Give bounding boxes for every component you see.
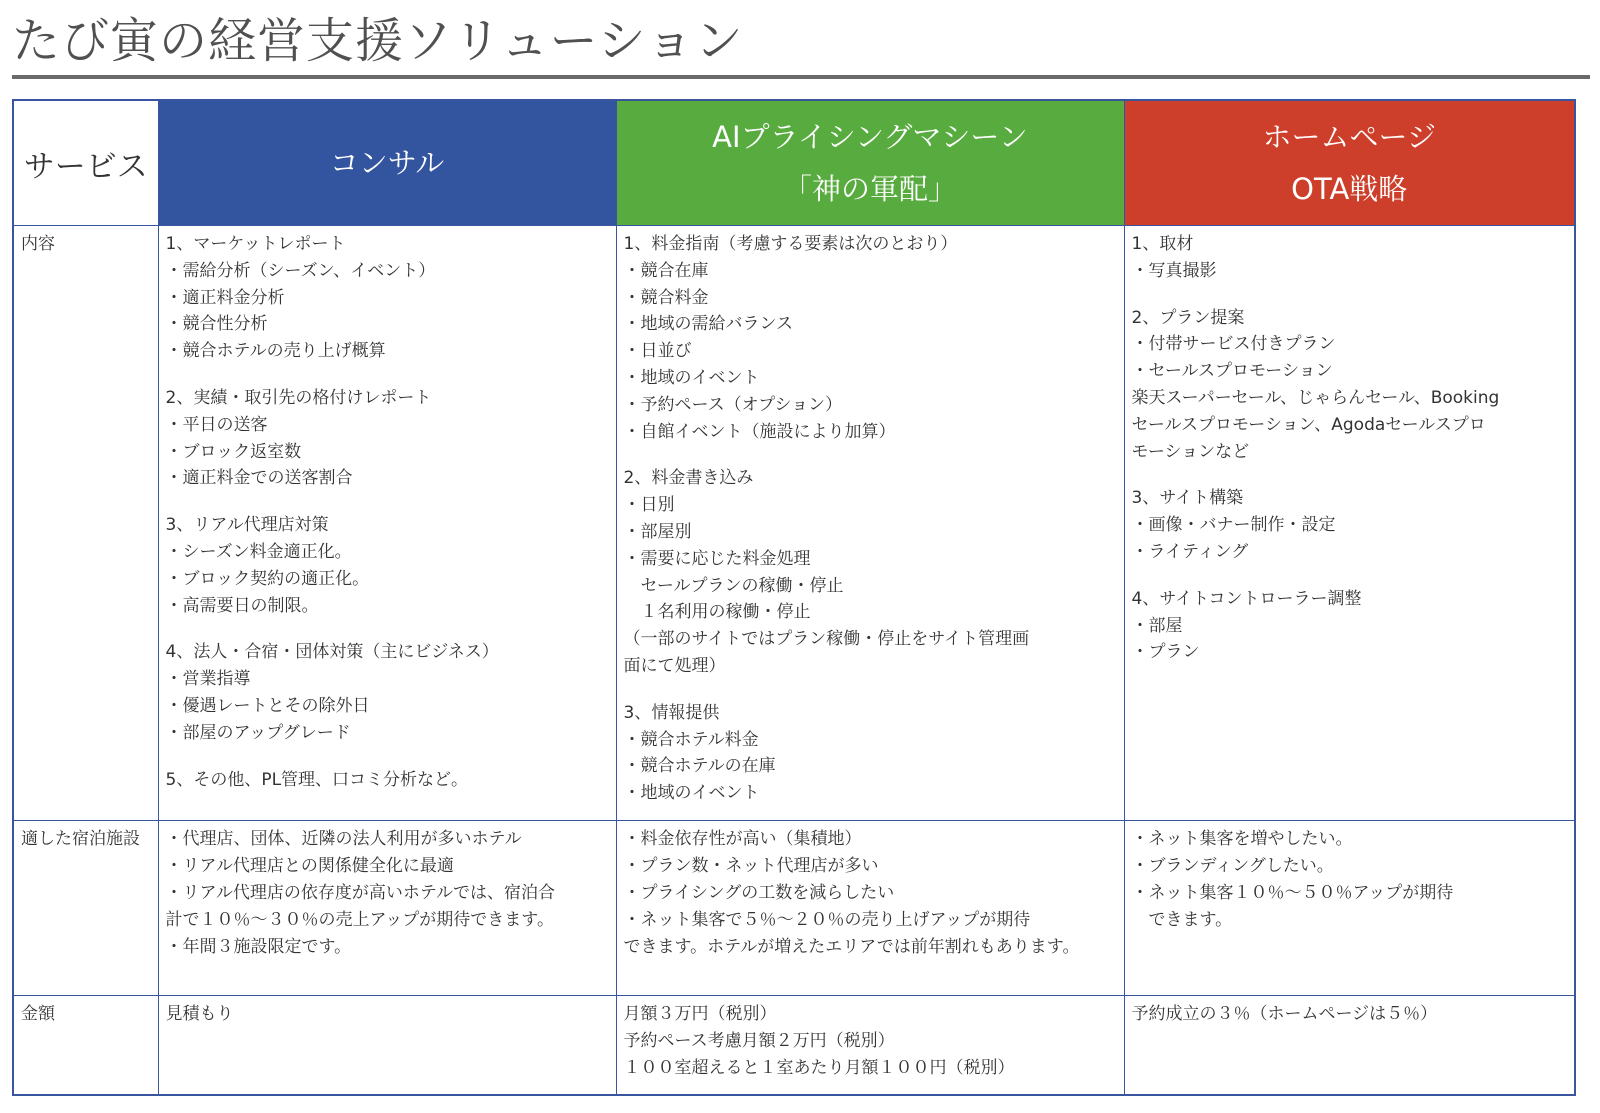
- list-item: ・年間３施設限定です。: [165, 937, 352, 957]
- row-label-suitable: 適した宿泊施設: [13, 821, 158, 996]
- title-underline: [12, 75, 1590, 79]
- suitable-row: [13, 821, 1575, 996]
- list-item: ・競合ホテルの売り上げ概算: [165, 341, 386, 362]
- list-item: ・日並び: [623, 341, 692, 362]
- spacer: [166, 492, 610, 512]
- spacer: [166, 619, 610, 639]
- list-item: できます。ホテルが増えたエリアでは前年割れもあります。: [623, 937, 1080, 957]
- content-row: [13, 226, 1575, 821]
- list-item: 計で１０％～３０％の売上アップが期待できます。: [165, 910, 554, 930]
- list-item: ・営業指導: [165, 669, 251, 690]
- list-item: ・競合料金: [623, 287, 709, 308]
- row-label-price: 金額: [13, 996, 158, 1096]
- header-service-label: サービス: [13, 100, 158, 226]
- list-item: 3、リアル代理店対策: [165, 515, 329, 536]
- list-item: 面にて処理）: [623, 655, 726, 676]
- page-title: たび寅の経営支援ソリューション: [12, 13, 744, 69]
- header-consult-title: コンサル: [329, 146, 445, 180]
- price-row: [13, 996, 1575, 1096]
- spacer: [624, 445, 1118, 465]
- list-item: ・需給分析（シーズン、イベント）: [165, 260, 436, 281]
- list-item: 2、実績・取引先の格付けレポート: [165, 387, 432, 408]
- homepage-price-list: [1125, 996, 1575, 1028]
- ai-price-list: [617, 996, 1124, 1082]
- list-item: ・写真撮影: [1131, 260, 1217, 281]
- list-item: 3、サイト構築: [1131, 488, 1244, 509]
- list-item: ・地域の需給バランス: [623, 314, 793, 335]
- ai-content-cell: [616, 226, 1124, 821]
- list-item: ・競合在庫: [623, 260, 709, 281]
- spacer: [624, 680, 1118, 700]
- list-item: ・ネット集客１０％～５０％アップが期待: [1131, 883, 1454, 903]
- list-item: ・適正料金での送客割合: [165, 468, 353, 489]
- ai-content-list: [617, 226, 1124, 807]
- list-item: セールプランの稼働・停止: [623, 575, 844, 596]
- homepage-content-list: [1125, 226, 1575, 666]
- list-item: 1、料金指南（考慮する要素は次のとおり）: [623, 234, 958, 254]
- list-item: ・プライシングの工数を減らしたい: [623, 883, 895, 903]
- homepage-content-cell: [1124, 226, 1575, 821]
- list-item: ・予約ペース（オプション）: [623, 394, 843, 415]
- homepage-suitable-cell: [1124, 821, 1575, 996]
- list-item: ・平日の送客: [165, 414, 268, 435]
- list-item: セールスプロモーション、Agodaセールスプロ: [1131, 414, 1486, 435]
- list-item: ・高需要日の制限。: [165, 595, 319, 616]
- list-item: １００室超えると１室あたり月額１００円（税別）: [623, 1058, 1015, 1078]
- ai-suitable-cell: [616, 821, 1124, 996]
- list-item: ・競合ホテルの在庫: [623, 756, 776, 777]
- header-ai-title: AIプライシングマシーン: [712, 120, 1028, 154]
- list-item: ・競合ホテル料金: [623, 729, 759, 750]
- list-item: 5、その他、PL管理、口コミ分析など。: [165, 769, 469, 790]
- list-item: 1、取材: [1131, 234, 1194, 254]
- list-item: ・地域のイベント: [623, 783, 760, 804]
- list-item: 楽天スーパーセール、じゃらんセール、Booking: [1131, 387, 1500, 408]
- list-item: ・ブロック返室数: [165, 441, 302, 462]
- list-item: 2、料金書き込み: [623, 468, 754, 489]
- header-hp-subtitle: OTA戦略: [1291, 172, 1408, 206]
- list-item: ・プラン: [1131, 642, 1200, 663]
- ai-suitable-list: [617, 821, 1124, 961]
- consult-content-cell: [158, 226, 616, 821]
- list-item: ・ブロック契約の適正化。: [165, 568, 370, 589]
- list-item: ・地域のイベント: [623, 367, 760, 388]
- consult-price-list: [159, 996, 616, 1028]
- list-item: １名利用の稼働・停止: [623, 602, 811, 623]
- list-item: ・料金依存性が高い（集積地）: [623, 829, 862, 849]
- spacer: [1132, 566, 1569, 586]
- header-homepage: [1124, 100, 1575, 226]
- row-label-content: 内容: [13, 226, 158, 821]
- spacer: [166, 365, 610, 385]
- spacer: [166, 747, 610, 767]
- list-item: ・日別: [623, 495, 675, 516]
- list-item: 予約ペース考慮月額２万円（税別）: [623, 1031, 895, 1051]
- header-consult: [158, 100, 616, 226]
- list-item: （一部のサイトではプラン稼働・停止をサイト管理画: [623, 629, 1030, 650]
- spacer: [1132, 285, 1569, 305]
- list-item: ・ライティング: [1131, 541, 1249, 562]
- list-item: ・画像・バナー制作・設定: [1131, 515, 1336, 536]
- list-item: ・シーズン料金適正化。: [165, 541, 352, 562]
- list-item: 見積もり: [165, 1004, 234, 1024]
- list-item: できます。: [1131, 910, 1233, 930]
- header-row: [13, 100, 1575, 226]
- list-item: モーションなど: [1131, 441, 1250, 462]
- list-item: ・部屋別: [623, 521, 692, 542]
- consult-price-cell: [158, 996, 616, 1096]
- list-item: ・ブランディングしたい。: [1131, 856, 1334, 876]
- list-item: ・セールスプロモーション: [1131, 361, 1333, 382]
- consult-suitable-cell: [158, 821, 616, 996]
- list-item: ・代理店、団体、近隣の法人利用が多いホテル: [165, 829, 522, 849]
- header-hp-title: ホームページ: [1262, 120, 1436, 154]
- list-item: 予約成立の３％（ホームページは５％）: [1131, 1004, 1438, 1024]
- consult-suitable-list: [159, 821, 616, 961]
- list-item: 1、マーケットレポート: [165, 234, 346, 254]
- consult-content-list: [159, 226, 616, 793]
- header-ai-subtitle: 「神の軍配」: [782, 172, 957, 206]
- list-item: ・競合性分析: [165, 314, 268, 335]
- header-ai-pricing: [616, 100, 1124, 226]
- list-item: ・優遇レートとその除外日: [165, 695, 370, 716]
- list-item: 4、サイトコントローラー調整: [1131, 588, 1362, 609]
- list-item: ・ネット集客を増やしたい。: [1131, 829, 1353, 849]
- list-item: ・プラン数・ネット代理店が多い: [623, 856, 879, 876]
- service-table: [12, 99, 1576, 1096]
- homepage-suitable-list: [1125, 821, 1575, 934]
- list-item: ・ネット集客で５％～２０％の売り上げアップが期待: [623, 910, 1031, 930]
- list-item: 2、プラン提案: [1131, 307, 1245, 328]
- homepage-price-cell: [1124, 996, 1575, 1096]
- spacer: [1132, 465, 1569, 485]
- list-item: ・部屋のアップグレード: [165, 722, 351, 743]
- list-item: ・リアル代理店の依存度が高いホテルでは、宿泊合: [165, 883, 555, 903]
- list-item: 月額３万円（税別）: [623, 1004, 777, 1024]
- list-item: 3、情報提供: [623, 702, 720, 723]
- ai-price-cell: [616, 996, 1124, 1096]
- list-item: ・需要に応じた料金処理: [623, 548, 811, 569]
- list-item: ・自館イベント（施設により加算）: [623, 421, 896, 442]
- list-item: ・リアル代理店との関係健全化に最適: [165, 856, 454, 876]
- list-item: ・付帯サービス付きプラン: [1131, 334, 1336, 355]
- list-item: ・適正料金分析: [165, 287, 285, 308]
- list-item: ・部屋: [1131, 615, 1183, 636]
- list-item: 4、法人・合宿・団体対策（主にビジネス）: [165, 642, 499, 663]
